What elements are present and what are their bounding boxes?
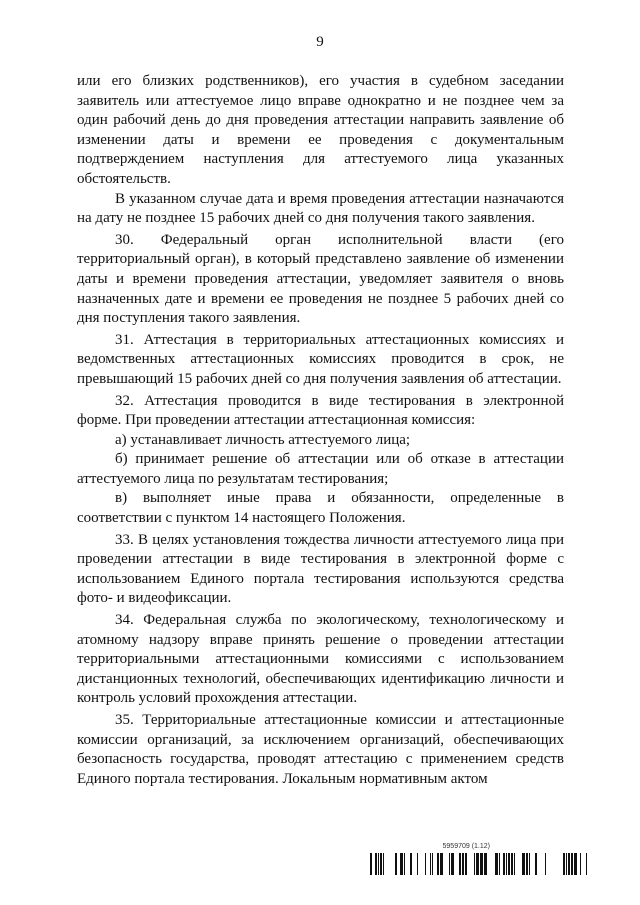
subitem-a: а) устанавливает личность аттестуемого лица; [115,431,411,448]
document-body [77,72,564,789]
paragraph-item-32: 32. Аттестация проводится в виде тестирования в электронной форме. При проведении аттестации аттестационная комиссия: [77,392,564,429]
subitem-b: б) принимает решение об аттестации или об отказе в аттестации аттестуемого лица по результатам тестирования; [77,451,564,487]
paragraph-item-33: 33. В целях установления тождества личности аттестуемого лица при проведении аттестации в виде тестирования в электронной форме с использованием Единого портала тестирования используются средства фото- и видеофиксации. [77,531,564,607]
paragraph-continuation: или его близких родственников), его участия в судебном заседании заявитель или аттестуемое лицо вправе однократно и не позднее чем за один рабочий день до дня проведения аттестации направить заявление об изменении даты и времени ее проведения с документальным подтверждением наступления для аттестуемого лица указанных обстоятельств. [77,73,564,187]
paragraph-item-31: 31. Аттестация в территориальных аттестационных комиссиях и ведомственных аттестационных комиссиях проводится в срок, не превышающий 15 рабочих дней со дня получения заявления об аттестации. [77,331,564,387]
paragraph: В указанном случае дата и время проведения аттестации назначаются на дату не позднее 15 рабочих дней со дня получения такого заявления. [77,190,564,227]
paragraph-item-30: 30. Федеральный орган исполнительной власти (его территориальный орган), в который представлено заявление об изменении даты и времени проведения аттестации, уведомляет заявителя о вновь назначенных дате и времени ее проведения не позднее 5 рабочих дней со дня поступления такого заявления. [77,231,564,327]
document-barcode-block [370,843,590,887]
paragraph-item-35: 35. Территориальные аттестационные комиссии и аттестационные комиссии организаций, за исключением организаций, обеспечивающих безопасность государства, проводят аттестацию с применением средств Единого портала тестирования. Локальным нормативным актом [77,712,564,787]
page-number: 9 [316,34,324,50]
subitem-v: в) выполняет иные права и обязанности, определенные в соответствии с пунктом 14 настоящего Положения. [77,490,564,527]
barcode-icon [370,853,590,875]
paragraph-item-34: 34. Федеральная служба по экологическому, технологическому и атомному надзору вправе принять решение о проведении аттестации территориальными аттестационными комиссиями с использованием дистанционных технологий, обеспечивающих идентификацию личности и контроль условий прохождения аттестации. [77,612,564,707]
barcode-code: 5959709 (1.12) [442,843,490,850]
